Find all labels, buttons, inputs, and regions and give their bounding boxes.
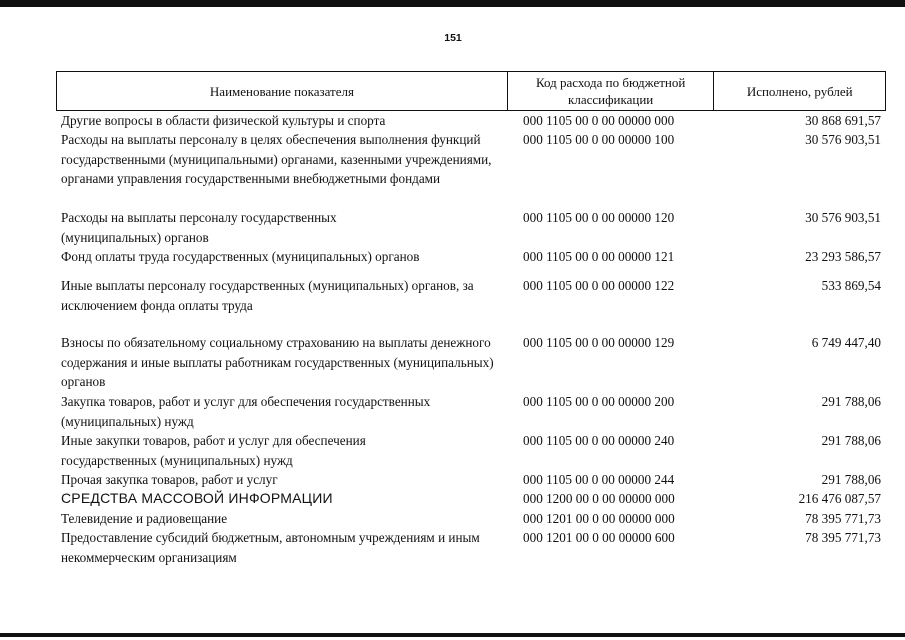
row-amount: 216 476 087,57 bbox=[798, 491, 881, 506]
row-name: Иные закупки товаров, работ и услуг для обеспечения государственных (муниципальных) нужд bbox=[61, 433, 366, 468]
row-code: 000 1105 00 0 00 00000 240 bbox=[523, 433, 675, 448]
row-name: СРЕДСТВА МАССОВОЙ ИНФОРМАЦИИ bbox=[61, 490, 333, 506]
row-name: Закупка товаров, работ и услуг для обеспечения государственных (муниципальных) нужд bbox=[61, 394, 431, 429]
row-amount: 291 788,06 bbox=[821, 394, 881, 409]
table-row bbox=[61, 528, 881, 567]
table-row bbox=[61, 431, 881, 470]
table-row bbox=[61, 392, 881, 431]
table-row bbox=[61, 111, 881, 131]
row-amount: 23 293 586,57 bbox=[805, 249, 881, 264]
row-code: 000 1105 00 0 00 00000 122 bbox=[523, 278, 675, 293]
table-row bbox=[61, 247, 881, 267]
row-amount: 78 395 771,73 bbox=[805, 530, 881, 545]
row-amount: 78 395 771,73 bbox=[805, 511, 881, 526]
row-amount: 30 868 691,57 bbox=[805, 113, 881, 128]
row-name: Прочая закупка товаров, работ и услуг bbox=[61, 472, 278, 487]
header-amount: Исполнено, рублей bbox=[746, 83, 853, 99]
table-row bbox=[61, 276, 881, 315]
row-amount: 6 749 447,40 bbox=[811, 335, 881, 350]
row-amount: 291 788,06 bbox=[821, 433, 881, 448]
header-name: Наименование показателя bbox=[57, 72, 508, 110]
row-code: 000 1105 00 0 00 00000 100 bbox=[523, 132, 675, 147]
table-row bbox=[61, 130, 881, 189]
row-name: Расходы на выплаты персоналу в целях обеспечения выполнения функций государственными (муниципальными) органами, казенными учреждениями, органами управления государственными внебюджетными фондами bbox=[61, 132, 492, 186]
table-row bbox=[61, 333, 881, 392]
row-amount: 533 869,54 bbox=[821, 278, 881, 293]
row-name: Фонд оплаты труда государственных (муниципальных) органов bbox=[61, 249, 420, 264]
bottom-border bbox=[0, 633, 905, 637]
top-border bbox=[0, 0, 905, 7]
row-amount: 30 576 903,51 bbox=[805, 132, 881, 147]
row-name: Предоставление субсидий бюджетным, автономным учреждениям и иным некоммерческим организациям bbox=[61, 530, 480, 565]
row-code: 000 1105 00 0 00 00000 121 bbox=[523, 249, 675, 264]
row-code: 000 1201 00 0 00 00000 000 bbox=[523, 511, 675, 526]
row-code: 000 1105 00 0 00 00000 129 bbox=[523, 335, 675, 350]
row-name: Иные выплаты персоналу государственных (муниципальных) органов, за исключением фонда оплаты труда bbox=[61, 278, 474, 313]
row-name: Другие вопросы в области физической культуры и спорта bbox=[61, 113, 386, 128]
row-code: 000 1200 00 0 00 00000 000 bbox=[523, 491, 675, 506]
table-row bbox=[61, 489, 881, 509]
table-header bbox=[56, 71, 886, 111]
header-code: Код расхода по бюджетной классификации bbox=[508, 72, 715, 110]
row-name: Телевидение и радиовещание bbox=[61, 511, 228, 526]
table-row bbox=[61, 208, 881, 247]
table-row bbox=[61, 509, 881, 529]
row-amount: 291 788,06 bbox=[821, 472, 881, 487]
row-code: 000 1105 00 0 00 00000 000 bbox=[523, 113, 675, 128]
page-number: 151 bbox=[444, 32, 462, 44]
row-code: 000 1105 00 0 00 00000 120 bbox=[523, 210, 675, 225]
row-code: 000 1105 00 0 00 00000 200 bbox=[523, 394, 675, 409]
row-code: 000 1105 00 0 00 00000 244 bbox=[523, 472, 675, 487]
row-code: 000 1201 00 0 00 00000 600 bbox=[523, 530, 675, 545]
row-name: Расходы на выплаты персоналу государственных (муниципальных) органов bbox=[61, 210, 337, 245]
table-row bbox=[61, 470, 881, 490]
row-amount: 30 576 903,51 bbox=[805, 210, 881, 225]
row-name: Взносы по обязательному социальному страхованию на выплаты денежного содержания и иные выплаты работникам государственных (муниципальных) органов bbox=[61, 335, 494, 389]
